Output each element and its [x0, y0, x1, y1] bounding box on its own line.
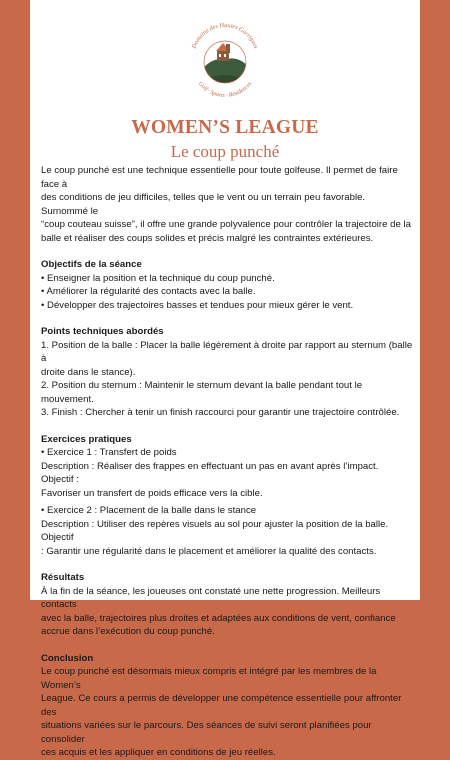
logo-arc-top: Domaine des Hautes Garrigues — [190, 21, 260, 50]
technique-line: droite dans le stance). — [41, 366, 136, 378]
conclusion-line: Le coup punché est désormais mieux compris et intégré par les membres de la Women’s — [41, 666, 377, 691]
exercise-1-title: • Exercice 1 : Transfert de poids — [41, 447, 177, 458]
document-page — [30, 0, 420, 758]
objectives-heading: Objectifs de la séance — [41, 259, 142, 270]
intro-line: balle et réaliser des coups solides et précis malgré les contraintes extérieures. — [41, 232, 374, 244]
exercise-2-line: Description : Utiliser des repères visuels au sol pour ajuster la position de la balle. Objectif — [41, 518, 389, 543]
domain-logo — [186, 14, 264, 104]
exercises-heading: Exercices pratiques — [41, 433, 132, 445]
intro-line: Le coup punché est une technique essentielle pour toute golfeuse. Il permet de faire face à — [41, 165, 398, 190]
objective-item: • Améliorer la régularité des contacts avec la balle. — [41, 286, 256, 297]
document-body — [41, 164, 413, 760]
conclusion-line: situations variées sur le parcours. Des séances de suivi seront planifiées pour consolider — [41, 720, 372, 745]
exercise-1-line: Description : Réaliser des frappes en effectuant un pas en avant après l’impact. Objectif : — [41, 460, 379, 485]
technique-line: 2. Position du sternum : Maintenir le sternum devant la balle pendant tout le mouvement. — [41, 380, 363, 405]
technique-line: 3. Finish : Chercher à tenir un finish raccourci pour garantir une trajectoire contrôlée. — [41, 407, 400, 418]
results-line: avec la balle, trajectoires plus droites et adaptées aux conditions de vent, confiance — [41, 612, 396, 624]
exercise-2-title: • Exercice 2 : Placement de la balle dans le stance — [41, 505, 257, 516]
page-title: WOMEN’S LEAGUE — [131, 117, 319, 138]
conclusion-line: League. Ce cours a permis de développer une compétence essentielle pour affronter des — [41, 693, 402, 718]
conclusion-heading: Conclusion — [41, 652, 94, 664]
page-subtitle: Le coup punché — [170, 142, 280, 161]
exercise-2-line: : Garantir une régularité dans le placement et améliorer la qualité des contacts. — [41, 545, 377, 557]
technique-line: 1. Position de la balle : Placer la balle légèrement à droite par rapport au sternum (balle à — [41, 339, 413, 364]
results-line: accrue dans l’exécution du coup punché. — [41, 626, 215, 637]
exercise-1-line: Favoriser un transfert de poids efficace vers la cible. — [41, 487, 263, 499]
objective-item: • Enseigner la position et la technique du coup punché. — [41, 272, 275, 284]
intro-line: des conditions de jeu difficiles, telles que le vent ou un terrain peu favorable. Surnommé le — [41, 192, 366, 217]
results-heading: Résultats — [41, 572, 85, 583]
conclusion-line: ces acquis et les appliquer en conditions de jeu réelles. — [41, 747, 276, 758]
objective-item: • Développer des trajectoires basses et tendues pour mieux gérer le vent. — [41, 299, 354, 311]
technique-heading: Points techniques abordés — [41, 326, 164, 337]
intro-line: “coup couteau suisse”, il offre une grande polyvalence pour contrôler la trajectoire de la — [41, 219, 411, 230]
results-line: À la fin de la séance, les joueuses ont constaté une nette progression. Meilleurs contacts — [41, 585, 381, 610]
logo-arc-bottom: Golf · Sports · Résidences — [196, 80, 254, 100]
